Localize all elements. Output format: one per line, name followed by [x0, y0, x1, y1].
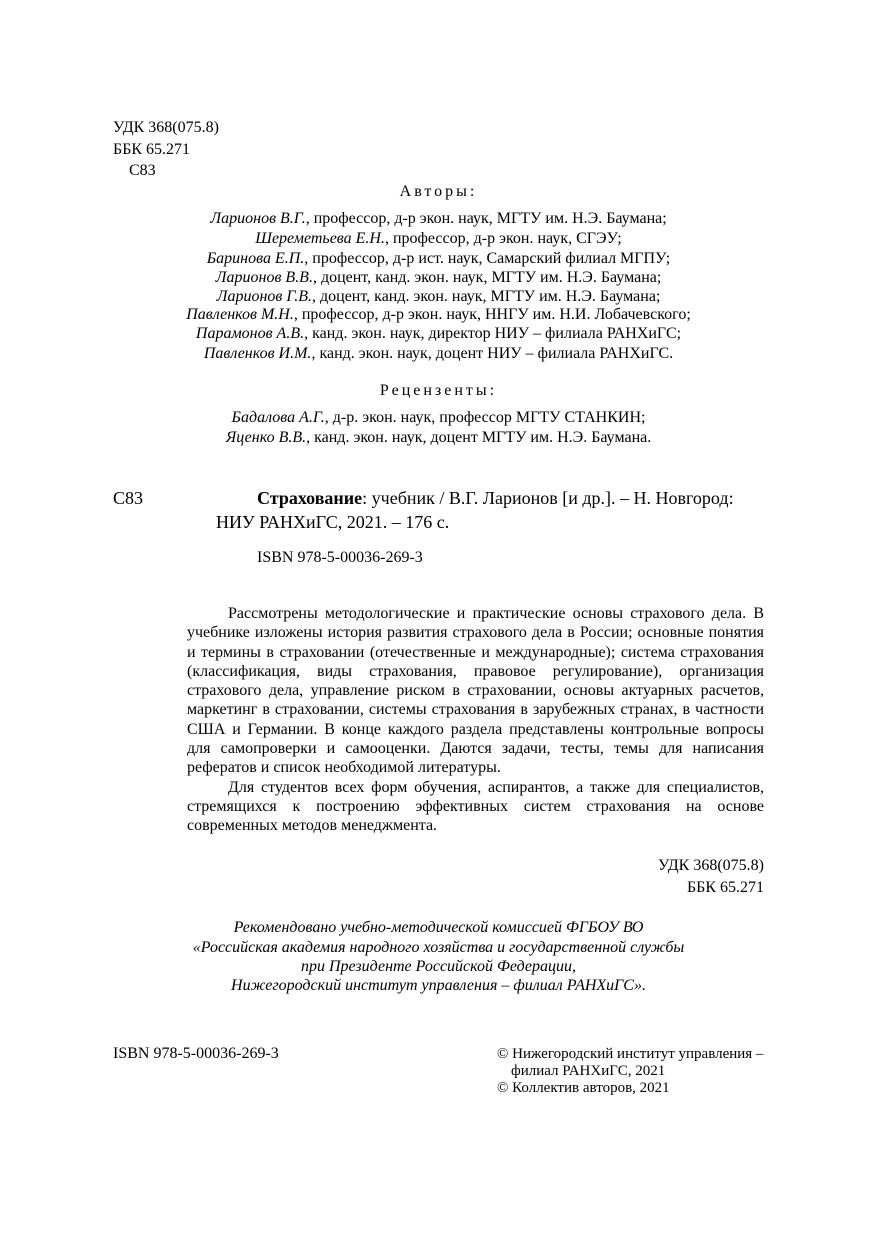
reviewer-entry — [0, 428, 877, 448]
author-mark-code: С83 — [129, 162, 156, 179]
author-entry — [0, 305, 877, 325]
authors-heading: Авторы: — [399, 183, 478, 200]
author-name: Шереметьева Е.Н. — [255, 230, 385, 247]
author-details: , профессор, д-р экон. наук, МГТУ им. Н.Э. Баумана; — [305, 210, 667, 227]
udk-code: УДК 368(075.8) — [113, 119, 219, 136]
author-name: Павленков М.Н. — [186, 306, 294, 323]
recommendation-line: при Президенте Российской Федерации, — [300, 958, 576, 975]
author-entry — [0, 287, 877, 307]
recommendation-line: «Российская академия народного хозяйства и государственной службы — [192, 939, 685, 956]
author-entry — [0, 229, 877, 249]
author-details: , канд. экон. наук, директор НИУ – филиала РАНХиГС; — [304, 325, 682, 342]
abstract — [187, 604, 764, 836]
author-details: , доцент, канд. экон. наук, МГТУ им. Н.Э. Баумана; — [312, 269, 662, 286]
author-name: Ларионов Г.В. — [216, 288, 312, 305]
reviewer-name: Бадалова А.Г. — [231, 409, 325, 426]
recommendation-line: Рекомендовано учебно-методической комиссией ФГБОУ ВО — [233, 919, 644, 936]
reviewer-details: , д-р. экон. наук, профессор МГТУ СТАНКИН; — [324, 409, 646, 426]
author-entry — [0, 344, 877, 364]
book-title-rest: : учебник / В.Г. Ларионов [и др.]. – Н. Новгород: — [362, 488, 734, 508]
book-title: Страхование — [257, 488, 363, 508]
footer-isbn: ISBN 978-5-00036-269-3 — [113, 1045, 279, 1062]
publisher-line: НИУ РАНХиГС, 2021. – 176 с. — [216, 512, 450, 532]
udk-right: УДК 368(075.8) — [658, 857, 764, 874]
author-name: Баринова Е.П. — [206, 250, 305, 267]
copyright-line: © Коллектив авторов, 2021 — [497, 1080, 670, 1096]
reviewer-details: , канд. экон. наук, доцент МГТУ им. Н.Э. Баумана. — [306, 429, 652, 446]
author-name: Павленков И.М. — [203, 345, 312, 362]
copyright-line: © Нижегородский институт управления – — [497, 1046, 764, 1062]
author-details: , доцент, канд. экон. наук, МГТУ им. Н.Э. Баумана; — [312, 288, 661, 305]
reviewer-name: Яценко В.В. — [225, 429, 307, 446]
author-name: Ларионов В.Г. — [210, 210, 306, 227]
bibliographic-title-line — [257, 486, 734, 510]
author-details: , профессор, д-р экон. наук, ННГУ им. Н.И. Лобачевского; — [293, 306, 691, 323]
abstract-paragraph: Рассмотрены методологические и практические основы страхового дела. В учебнике изложены история развития страхового дела в России; основные понятия и термины в страховании (отечественные и международные); система страхования (классификация, виды страхования, правовое регулирование), организация страхового дела, управление риском в страховании, основы актуарных расчетов, маркетинг в страховании, системы страхования в зарубежных странах, в частности США и Германии. В конце каждого раздела представлены контрольные вопросы для самопроверки и самооценки. Даются задачи, тесты, темы для написания рефератов и список необходимой литературы. — [187, 605, 764, 777]
copyright-line: филиал РАНХиГС, 2021 — [511, 1063, 666, 1079]
author-details: , профессор, д-р ист. наук, Самарский филиал МГПУ; — [304, 250, 671, 267]
author-entry — [0, 209, 877, 229]
reviewers-heading: Рецензенты: — [379, 382, 498, 399]
author-entry — [0, 268, 877, 288]
bbk-right: ББК 65.271 — [686, 879, 764, 896]
author-name: Парамонов А.В. — [195, 325, 305, 342]
isbn-record: ISBN 978-5-00036-269-3 — [257, 549, 423, 566]
author-entry — [0, 249, 877, 269]
bbk-code: ББК 65.271 — [113, 141, 191, 158]
author-details: , профессор, д-р экон. наук, СГЭУ; — [384, 230, 622, 247]
author-name: Ларионов В.В. — [215, 269, 313, 286]
bibliographic-code: С83 — [113, 488, 144, 508]
abstract-paragraph: Для студентов всех форм обучения, аспирантов, а также для специалистов, стремящихся к построению эффективных систем страхования на основе современных методов менеджмента. — [187, 778, 764, 835]
author-details: , канд. экон. наук, доцент НИУ – филиала РАНХиГС. — [311, 345, 674, 362]
author-entry — [0, 324, 877, 344]
recommendation-line: Нижегородский институт управления – филиал РАНХиГС». — [231, 977, 646, 994]
reviewer-entry — [0, 408, 877, 428]
